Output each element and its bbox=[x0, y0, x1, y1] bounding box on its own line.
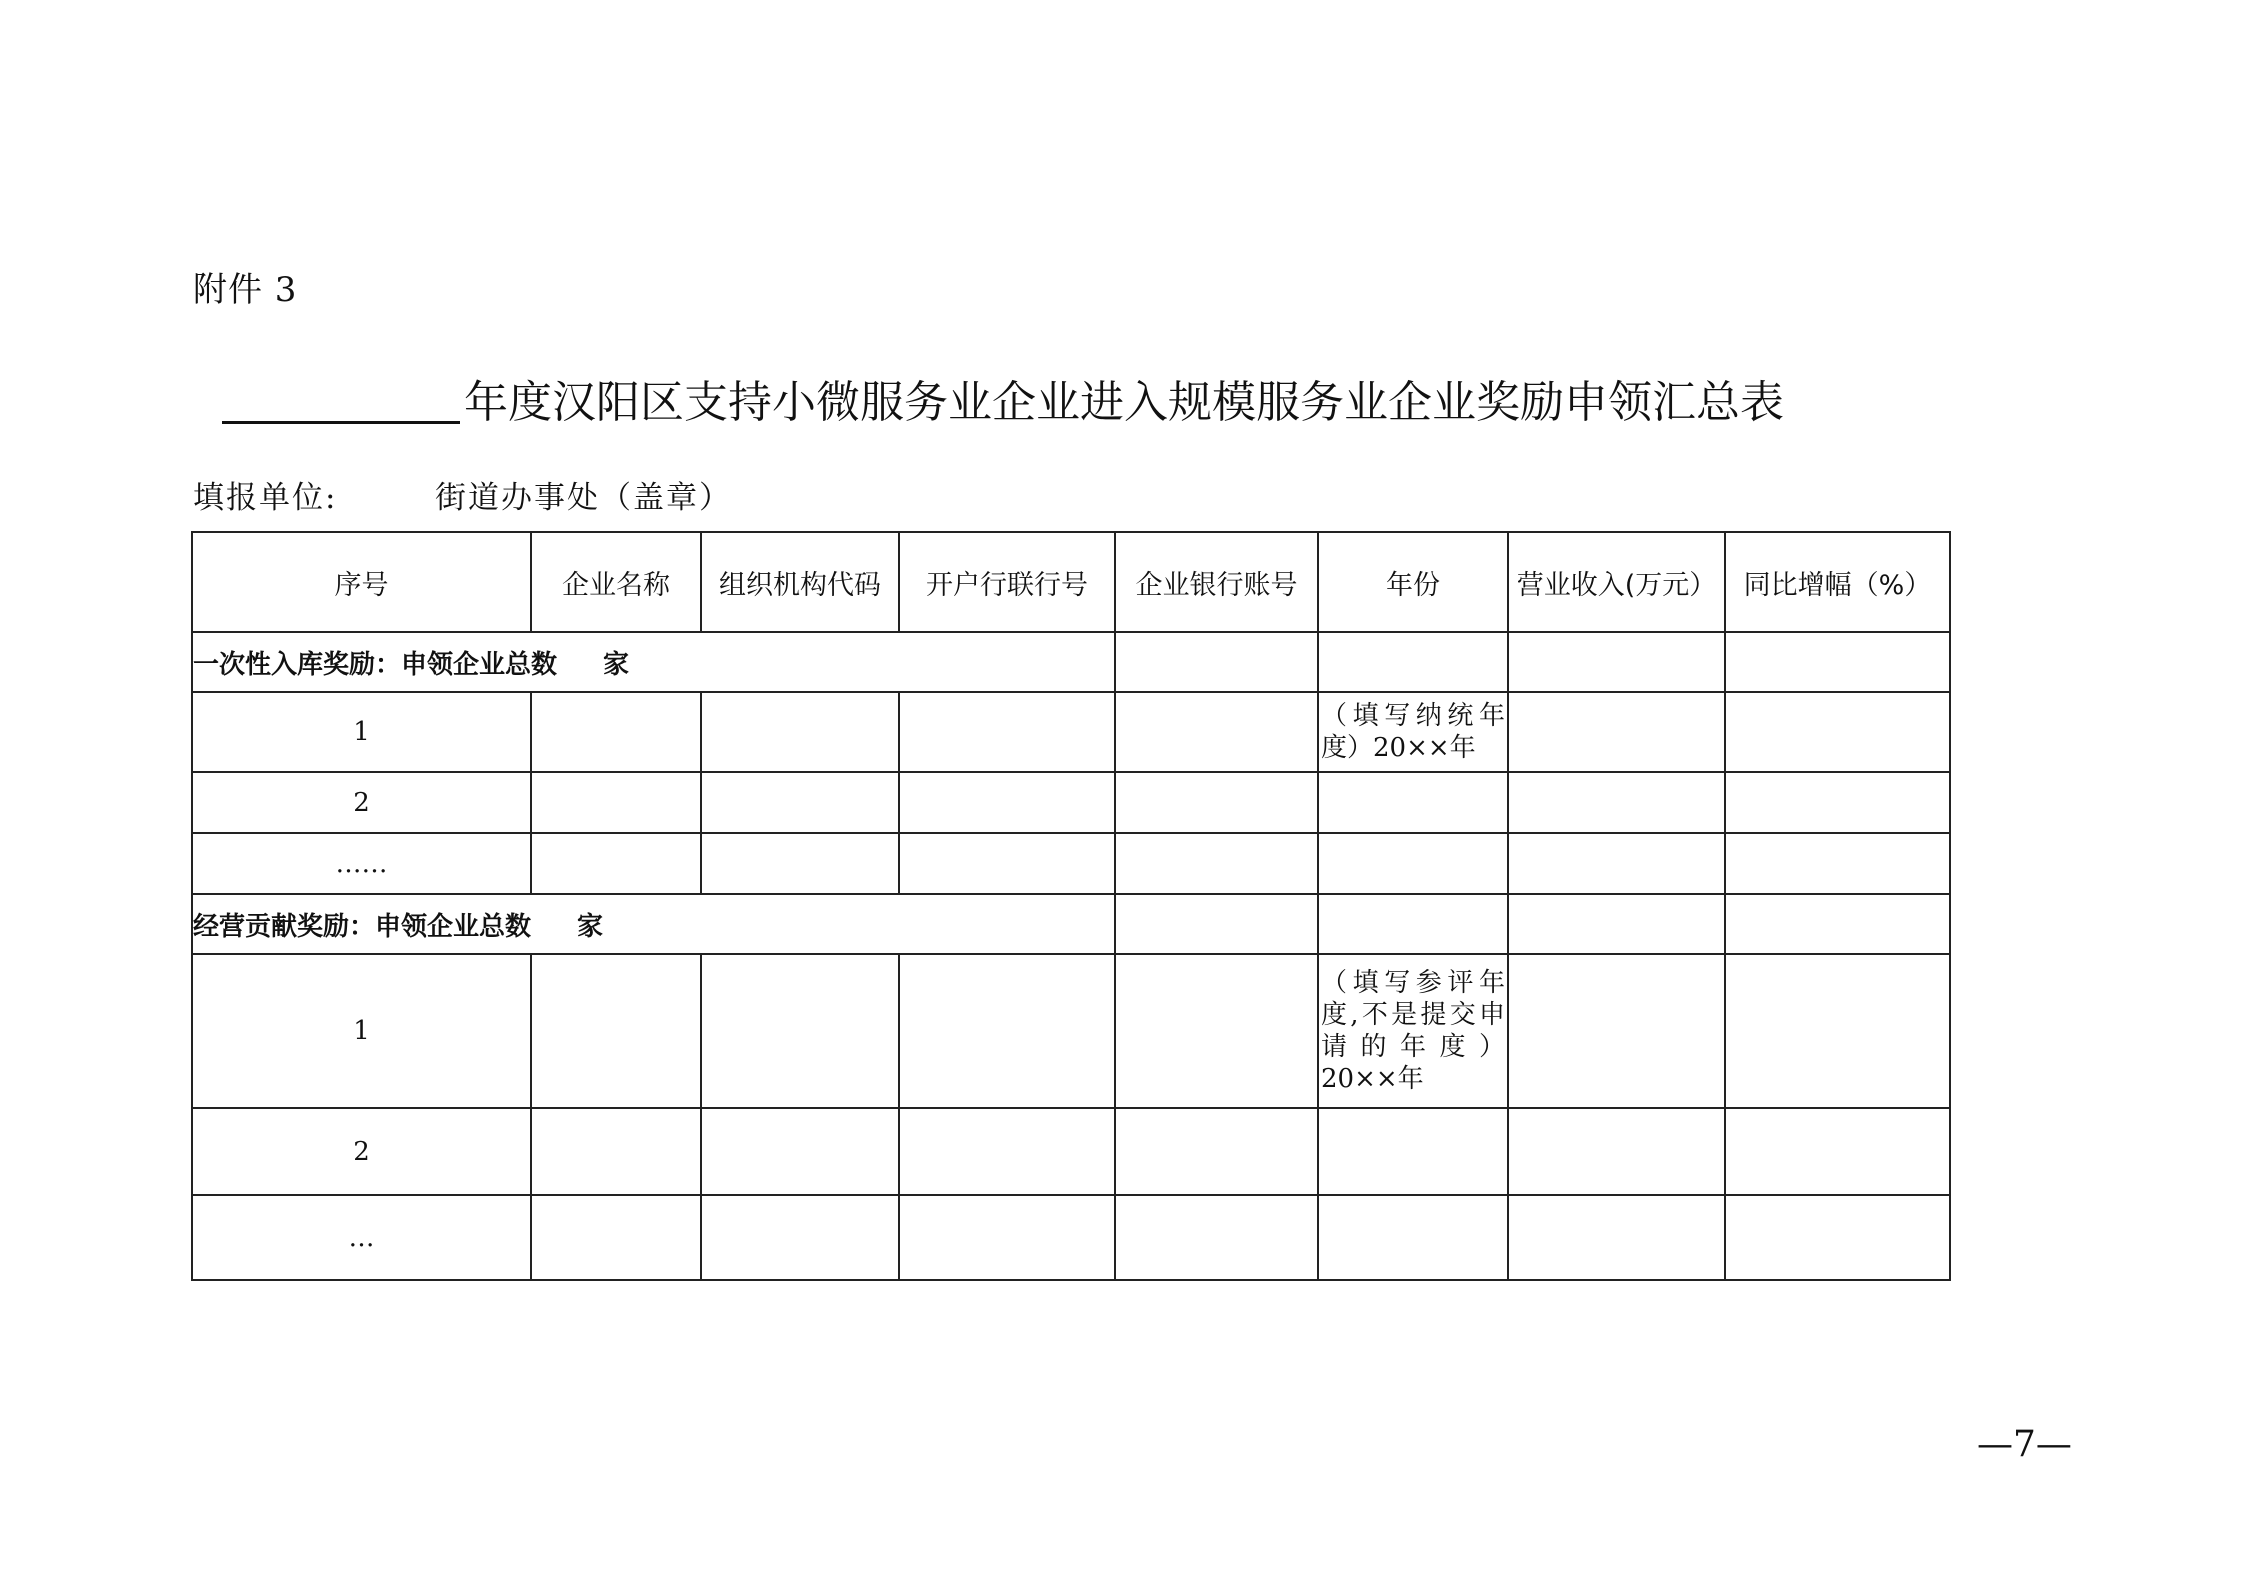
table-row bbox=[192, 954, 1950, 1108]
growth-cell[interactable] bbox=[1725, 833, 1950, 894]
year-note-line2: 20××年 bbox=[1321, 1064, 1424, 1094]
org-code-cell[interactable] bbox=[701, 1195, 899, 1280]
page-number: —7— bbox=[1977, 1424, 2072, 1465]
header-revenue: 营业收入(万元） bbox=[1508, 532, 1725, 632]
header-bank-account: 企业银行账号 bbox=[1115, 532, 1318, 632]
table-row bbox=[192, 1108, 1950, 1195]
header-year: 年份 bbox=[1318, 532, 1508, 632]
reporter-unit-text: 街道办事处（盖章） bbox=[435, 480, 732, 516]
bank-account-cell[interactable] bbox=[1115, 1108, 1318, 1195]
bank-code-cell[interactable] bbox=[899, 833, 1115, 894]
growth-cell[interactable] bbox=[1725, 772, 1950, 833]
year-cell[interactable] bbox=[1318, 833, 1508, 894]
growth-cell[interactable] bbox=[1725, 1195, 1950, 1280]
section2-cell-account[interactable] bbox=[1115, 894, 1318, 954]
year-note-cell[interactable] bbox=[1318, 692, 1508, 772]
section1-cell-year[interactable] bbox=[1318, 632, 1508, 692]
bank-account-cell[interactable] bbox=[1115, 833, 1318, 894]
year-cell[interactable] bbox=[1318, 1195, 1508, 1280]
section1-cell-account[interactable] bbox=[1115, 632, 1318, 692]
growth-cell[interactable] bbox=[1725, 692, 1950, 772]
seq-cell: 1 bbox=[192, 692, 531, 772]
bank-code-cell[interactable] bbox=[899, 692, 1115, 772]
org-code-cell[interactable] bbox=[701, 692, 899, 772]
page-title bbox=[222, 366, 1784, 430]
revenue-cell[interactable] bbox=[1508, 833, 1725, 894]
revenue-cell[interactable] bbox=[1508, 1195, 1725, 1280]
table-row bbox=[192, 772, 1950, 833]
bank-code-cell[interactable] bbox=[899, 1195, 1115, 1280]
org-code-cell[interactable] bbox=[701, 772, 899, 833]
seq-cell: … bbox=[192, 1195, 531, 1280]
growth-cell[interactable] bbox=[1725, 954, 1950, 1108]
seq-cell: 1 bbox=[192, 954, 531, 1108]
header-row bbox=[192, 532, 1950, 632]
bank-code-cell[interactable] bbox=[899, 954, 1115, 1108]
section1-row bbox=[192, 632, 1950, 692]
revenue-cell[interactable] bbox=[1508, 692, 1725, 772]
bank-account-cell[interactable] bbox=[1115, 1195, 1318, 1280]
header-seq: 序号 bbox=[192, 532, 531, 632]
attachment-label: 附件 3 bbox=[193, 270, 298, 310]
seq-cell: 2 bbox=[192, 772, 531, 833]
year-note-line1: （填写纳统年 bbox=[1321, 701, 1505, 731]
revenue-cell[interactable] bbox=[1508, 1108, 1725, 1195]
header-org-code: 组织机构代码 bbox=[701, 532, 899, 632]
section1-unit: 家 bbox=[603, 649, 630, 680]
section2-row bbox=[192, 894, 1950, 954]
company-name-cell[interactable] bbox=[531, 954, 701, 1108]
title-text: 年度汉阳区支持小微服务业企业进入规模服务业企业奖励申领汇总表 bbox=[464, 377, 1784, 428]
section2-unit: 家 bbox=[577, 911, 604, 942]
revenue-cell[interactable] bbox=[1508, 954, 1725, 1108]
bank-account-cell[interactable] bbox=[1115, 772, 1318, 833]
section1-label-cell bbox=[192, 632, 1115, 692]
year-note-line2: 度）20××年 bbox=[1321, 733, 1476, 763]
year-note-cell[interactable] bbox=[1318, 954, 1508, 1108]
revenue-cell[interactable] bbox=[1508, 772, 1725, 833]
header-company-name: 企业名称 bbox=[531, 532, 701, 632]
bank-account-cell[interactable] bbox=[1115, 692, 1318, 772]
section2-label-cell bbox=[192, 894, 1115, 954]
year-note-line1: （填写参评年度,不是提交申请的年度） bbox=[1321, 968, 1505, 1062]
table-row bbox=[192, 833, 1950, 894]
table-row bbox=[192, 692, 1950, 772]
year-blank-line bbox=[222, 377, 460, 424]
section2-cell-year[interactable] bbox=[1318, 894, 1508, 954]
company-name-cell[interactable] bbox=[531, 1195, 701, 1280]
bank-code-cell[interactable] bbox=[899, 772, 1115, 833]
growth-cell[interactable] bbox=[1725, 1108, 1950, 1195]
year-cell[interactable] bbox=[1318, 772, 1508, 833]
company-name-cell[interactable] bbox=[531, 833, 701, 894]
org-code-cell[interactable] bbox=[701, 1108, 899, 1195]
bank-code-cell[interactable] bbox=[899, 1108, 1115, 1195]
bank-account-cell[interactable] bbox=[1115, 954, 1318, 1108]
org-code-cell[interactable] bbox=[701, 954, 899, 1108]
section1-label: 一次性入库奖励：申领企业总数 bbox=[193, 649, 558, 680]
org-code-cell[interactable] bbox=[701, 833, 899, 894]
section2-cell-revenue[interactable] bbox=[1508, 894, 1725, 954]
company-name-cell[interactable] bbox=[531, 1108, 701, 1195]
company-name-cell[interactable] bbox=[531, 692, 701, 772]
reporter-line bbox=[193, 472, 732, 517]
table-row bbox=[192, 1195, 1950, 1280]
seq-cell: 2 bbox=[192, 1108, 531, 1195]
year-cell[interactable] bbox=[1318, 1108, 1508, 1195]
section1-cell-growth[interactable] bbox=[1725, 632, 1950, 692]
section1-cell-revenue[interactable] bbox=[1508, 632, 1725, 692]
seq-cell: …… bbox=[192, 833, 531, 894]
header-yoy-growth: 同比增幅（%） bbox=[1725, 532, 1950, 632]
section2-label: 经营贡献奖励：申领企业总数 bbox=[193, 911, 532, 942]
reporter-label: 填报单位: bbox=[193, 480, 338, 516]
summary-table bbox=[191, 531, 1951, 1281]
company-name-cell[interactable] bbox=[531, 772, 701, 833]
section2-cell-growth[interactable] bbox=[1725, 894, 1950, 954]
header-bank-code: 开户行联行号 bbox=[899, 532, 1115, 632]
